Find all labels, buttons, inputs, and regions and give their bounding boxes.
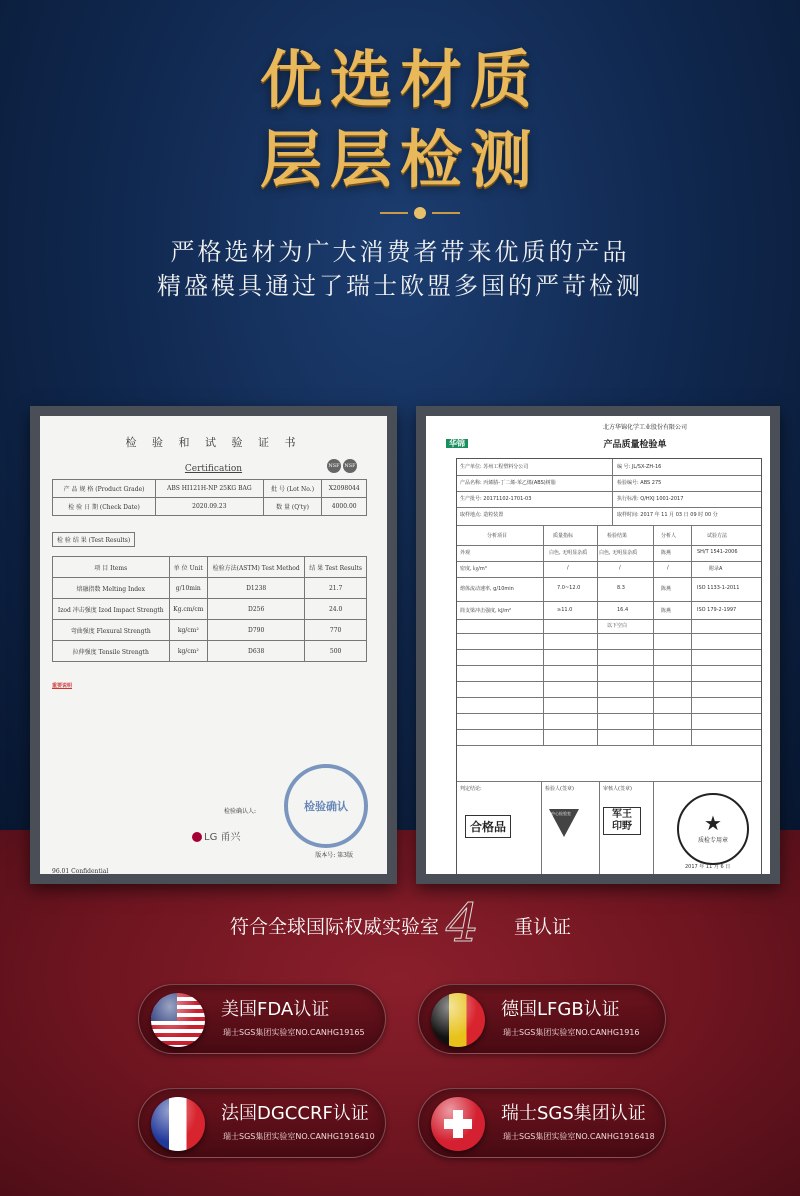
notes-label: 重要说明 bbox=[52, 683, 73, 689]
huajin-logo-text: 华锦 bbox=[446, 439, 468, 448]
table-row bbox=[53, 641, 367, 662]
table-row bbox=[53, 620, 367, 641]
column-header: 检验结果 bbox=[607, 533, 628, 539]
us-flag-icon bbox=[151, 993, 205, 1047]
document-date: 96.01 Confidential bbox=[52, 868, 109, 875]
sample-time: 取样时间: 2017 年 11 月 03 日 09 时 00 分 bbox=[617, 512, 718, 518]
table-cell: / bbox=[619, 565, 621, 571]
badge-name: 法国DGCCRF认证 bbox=[221, 1103, 369, 1124]
important-notes bbox=[52, 682, 367, 691]
table-cell: 拉伸强度 Tensile Strength bbox=[53, 641, 170, 662]
lot-number: 生产批号: 20171102-1701-03 bbox=[460, 496, 532, 502]
table-cell: 8.3 bbox=[617, 585, 625, 591]
table-cell: 陈燕 bbox=[661, 586, 672, 592]
badge-sgs bbox=[418, 1088, 666, 1158]
table-header: 结 果 Test Results bbox=[305, 557, 367, 578]
product-name: 产品名称: 丙烯腈-丁二烯-苯乙烯(ABS)树脂 bbox=[460, 480, 556, 486]
switzerland-flag-icon bbox=[431, 1097, 485, 1151]
version-number: 版本号: 第3版 bbox=[315, 852, 353, 859]
table-cell: kg/cm² bbox=[169, 620, 208, 641]
table-cell: SH/T 1541-2006 bbox=[697, 549, 738, 555]
certification-text-before: 符合全球国际权威实验室 bbox=[230, 916, 440, 938]
seal-stamp: 军王印野 bbox=[603, 807, 641, 835]
producer-label-text: 生产单位: bbox=[460, 464, 482, 470]
badge-fda bbox=[138, 984, 386, 1054]
badge-lab: 瑞士SGS集团实验室NO.CANHG1916 bbox=[503, 1028, 640, 1037]
nsf-badges bbox=[325, 452, 357, 473]
table-header: 检验方法(ASTM) Test Method bbox=[208, 557, 305, 578]
document-number: 编 号: JL/SX-ZH-16 bbox=[617, 464, 662, 470]
table-cell: kg/cm² bbox=[169, 641, 208, 662]
table-cell: ISO 1133-1-2011 bbox=[697, 585, 740, 591]
table-cell: / bbox=[567, 565, 569, 571]
huajin-logo-icon bbox=[444, 438, 468, 449]
conclusion-label: 判定结论: bbox=[460, 786, 482, 792]
certificate-title: 产品质量检验单 bbox=[603, 440, 667, 450]
badge-lab: 瑞士SGS集团实验室NO.CANHG1916410 bbox=[223, 1132, 375, 1141]
table-cell: ≥11.0 bbox=[557, 607, 573, 613]
table-cell: 7.0~12.0 bbox=[557, 585, 581, 591]
germany-flag-icon bbox=[431, 993, 485, 1047]
table-cell: Kg.cm/cm bbox=[169, 599, 208, 620]
column-header: 质量指标 bbox=[553, 533, 574, 539]
blank-row-note: 以下空白 bbox=[607, 623, 628, 629]
lot-label: 批 号 (Lot No.) bbox=[263, 480, 322, 498]
nsf-badge-icon: NSF bbox=[327, 459, 341, 473]
nsf-badge-icon: NSF bbox=[343, 459, 357, 473]
table-cell: g/10min bbox=[169, 578, 208, 599]
table-cell: D638 bbox=[208, 641, 305, 662]
badge-lab: 瑞士SGS集团实验室NO.CANHG19165 bbox=[223, 1028, 365, 1037]
table-header: 项 目 Items bbox=[53, 557, 170, 578]
product-value: ABS HI121H-NP 25KG BAG bbox=[156, 480, 264, 498]
table-cell: ISO 179-2-1997 bbox=[697, 607, 737, 613]
table-row bbox=[53, 578, 367, 599]
sample-location: 取样地点: 造粒装置 bbox=[460, 512, 504, 518]
title-divider bbox=[380, 206, 460, 220]
table-cell: 密度, ㎏/m³ bbox=[460, 566, 487, 572]
table-cell: 外观 bbox=[460, 550, 471, 556]
approver-label: 审核人(签章) bbox=[603, 786, 632, 792]
table-cell: 附录A bbox=[709, 566, 723, 572]
inspection-stamp bbox=[284, 764, 368, 848]
phone-number: 400-119-0589 bbox=[685, 879, 721, 884]
inspector-stamp-text: 中心检验室 bbox=[551, 811, 571, 816]
quality-seal bbox=[677, 793, 749, 865]
certification-count: 4 bbox=[446, 894, 480, 954]
badge-name: 瑞士SGS集团认证 bbox=[501, 1103, 646, 1124]
lot-value: X2098044 bbox=[322, 480, 367, 498]
huajin-quality-certificate bbox=[416, 406, 780, 884]
badge-lfgb bbox=[418, 984, 666, 1054]
hero-description-line2: 精盛模具通过了瑞士欧盟多国的严苛检测 bbox=[157, 272, 643, 300]
certificate-subtitle: Certification bbox=[184, 464, 243, 474]
certificate-title: 检 验 和 试 验 证 书 bbox=[125, 436, 302, 449]
qty-label: 数 量 (Q'ty) bbox=[263, 498, 322, 516]
table-cell: Izod 冲击强度 Izod Impact Strength bbox=[53, 599, 170, 620]
table-header: 单 位 Unit bbox=[169, 557, 208, 578]
table-cell: 白色, 无明显杂质 bbox=[549, 550, 588, 556]
product-info-table bbox=[52, 479, 367, 516]
badge-name: 美国FDA认证 bbox=[221, 999, 330, 1020]
hero-title-line2: 层层检测 bbox=[259, 123, 540, 196]
table-cell: 熔融指数 Melting Index bbox=[53, 578, 170, 599]
column-header: 分析人 bbox=[661, 533, 677, 539]
table-cell: 陈燕 bbox=[661, 608, 672, 614]
table-cell: 弯曲强度 Flexural Strength bbox=[53, 620, 170, 641]
checker-label: 检验人(签章) bbox=[545, 786, 574, 792]
product-label: 产 品 规 格 (Product Grade) bbox=[53, 480, 156, 498]
table-cell: 白色, 无明显杂质 bbox=[599, 550, 638, 556]
table-cell: 熔体流动速率, g/10min bbox=[460, 586, 514, 592]
france-flag-icon bbox=[151, 1097, 205, 1151]
qty-value: 4000.00 bbox=[322, 498, 367, 516]
quality-seal-text: 质检专用章 bbox=[697, 837, 728, 844]
table-row bbox=[53, 599, 367, 620]
table-cell: D1238 bbox=[208, 578, 305, 599]
column-header: 分析项目 bbox=[487, 533, 508, 539]
issue-date: 2017 年 11 月 6 日 bbox=[685, 864, 731, 870]
table-cell: 陈燕 bbox=[661, 550, 672, 556]
table-cell: 24.0 bbox=[305, 599, 367, 620]
certification-background bbox=[0, 830, 800, 1196]
table-cell: / bbox=[667, 565, 669, 571]
table-cell: D790 bbox=[208, 620, 305, 641]
column-header: 试验方法 bbox=[707, 533, 728, 539]
standard: 执行标准: Q/HXJ 1001-2017 bbox=[617, 496, 684, 502]
table-cell: 简支梁冲击强度, kJ/m² bbox=[460, 608, 512, 614]
hero-title-line1: 优选材质 bbox=[259, 43, 540, 116]
table-cell: D256 bbox=[208, 599, 305, 620]
lg-logo-icon bbox=[192, 832, 202, 842]
star-icon: ★ bbox=[704, 811, 722, 835]
table-cell: 16.4 bbox=[617, 607, 629, 613]
table-cell: 21.7 bbox=[305, 578, 367, 599]
producer-value: 苏州工程塑料分公司 bbox=[483, 464, 529, 470]
test-results-table bbox=[52, 556, 367, 662]
badge-lab: 瑞士SGS集团实验室NO.CANHG1916418 bbox=[503, 1132, 655, 1141]
grade-number: 检验编号: ABS 275 bbox=[617, 480, 662, 486]
badge-name: 德国LFGB认证 bbox=[501, 999, 620, 1020]
table-cell: 500 bbox=[305, 641, 367, 662]
producer-label bbox=[460, 463, 528, 470]
quality-table bbox=[456, 458, 762, 884]
certification-text-after: 重认证 bbox=[514, 916, 572, 938]
company-name: 北方华锦化学工业股份有限公司 bbox=[602, 424, 687, 431]
stamp-text: 检验确认 bbox=[304, 800, 348, 813]
lg-test-certificate bbox=[30, 406, 397, 884]
qualified-stamp: 合格品 bbox=[465, 815, 511, 838]
lg-logo-text: LG 甬兴 bbox=[204, 832, 241, 843]
check-signature: 检验确认人: bbox=[224, 808, 257, 815]
check-date-label: 检 验 日 期 (Check Date) bbox=[53, 498, 156, 516]
test-results-label: 检 验 结 果 (Test Results) bbox=[52, 532, 135, 547]
table-cell: 770 bbox=[305, 620, 367, 641]
check-date-value: 2020.09.23 bbox=[156, 498, 264, 516]
lg-logo bbox=[192, 828, 241, 843]
badge-dgccrf bbox=[138, 1088, 386, 1158]
hero-description-line1: 严格选材为广大消费者带来优质的产品 bbox=[170, 238, 630, 266]
